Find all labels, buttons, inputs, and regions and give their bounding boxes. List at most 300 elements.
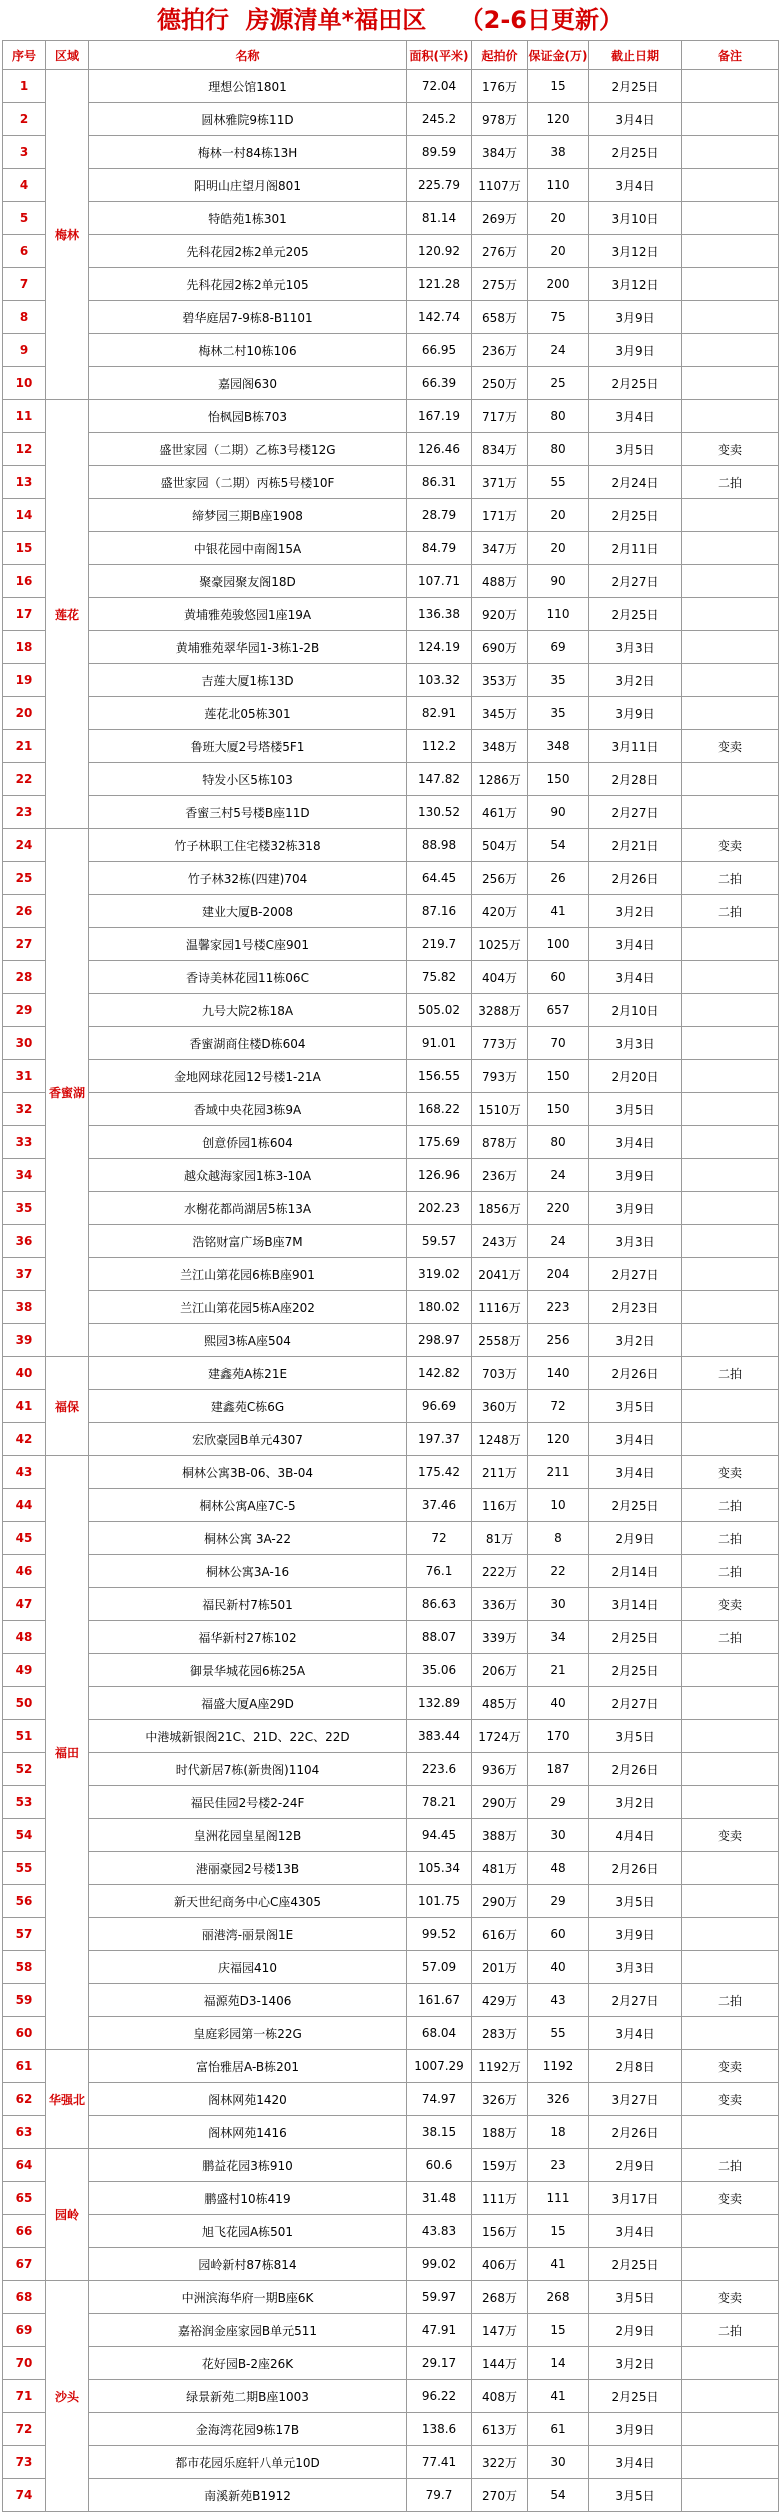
deadline-date: 2月25日 (589, 499, 682, 532)
deposit-value: 256 (528, 1324, 589, 1357)
starting-price: 206万 (472, 1654, 528, 1687)
listing-table (2, 40, 779, 2512)
starting-price: 1107万 (472, 169, 528, 202)
property-name: 金海湾花园9栋17B (89, 2413, 407, 2446)
area-value: 105.34 (407, 1852, 472, 1885)
deposit-value: 54 (528, 2479, 589, 2512)
table-row (3, 1786, 779, 1819)
area-value: 88.98 (407, 829, 472, 862)
deposit-value: 41 (528, 2380, 589, 2413)
deposit-value: 15 (528, 2314, 589, 2347)
remark-value: 变卖 (682, 2083, 779, 2116)
area-value: 103.32 (407, 664, 472, 697)
remark-value (682, 235, 779, 268)
property-name: 创意侨园1栋604 (89, 1126, 407, 1159)
starting-price: 81万 (472, 1522, 528, 1555)
starting-price: 1510万 (472, 1093, 528, 1126)
deposit-value: 326 (528, 2083, 589, 2116)
row-index: 61 (3, 2050, 46, 2083)
table-row (3, 103, 779, 136)
property-name: 桐林公寓A座7C-5 (89, 1489, 407, 1522)
starting-price: 1286万 (472, 763, 528, 796)
remark-value (682, 103, 779, 136)
row-index: 26 (3, 895, 46, 928)
property-name: 黄埔雅苑翠华园1-3栋1-2B (89, 631, 407, 664)
area-value: 75.82 (407, 961, 472, 994)
deposit-value: 70 (528, 1027, 589, 1060)
deadline-date: 2月25日 (589, 1489, 682, 1522)
table-row (3, 1819, 779, 1852)
row-index: 39 (3, 1324, 46, 1357)
deadline-date: 3月14日 (589, 1588, 682, 1621)
remark-value (682, 928, 779, 961)
row-index: 58 (3, 1951, 46, 1984)
row-index: 74 (3, 2479, 46, 2512)
remark-value (682, 2248, 779, 2281)
row-index: 31 (3, 1060, 46, 1093)
remark-value (682, 763, 779, 796)
area-value: 38.15 (407, 2116, 472, 2149)
deadline-date: 3月4日 (589, 2215, 682, 2248)
deadline-date: 4月4日 (589, 1819, 682, 1852)
table-row (3, 1753, 779, 1786)
starting-price: 408万 (472, 2380, 528, 2413)
deposit-value: 35 (528, 664, 589, 697)
property-name: 嘉裕润金座家园B单元511 (89, 2314, 407, 2347)
starting-price: 290万 (472, 1786, 528, 1819)
property-name: 福民佳园2号楼2-24F (89, 1786, 407, 1819)
table-row (3, 1621, 779, 1654)
deposit-value: 15 (528, 2215, 589, 2248)
starting-price: 236万 (472, 334, 528, 367)
row-index: 1 (3, 70, 46, 103)
table-row (3, 433, 779, 466)
table-row (3, 2215, 779, 2248)
header-region: 区域 (46, 41, 89, 70)
starting-price: 236万 (472, 1159, 528, 1192)
table-row (3, 1654, 779, 1687)
table-row (3, 1555, 779, 1588)
remark-value (682, 1225, 779, 1258)
table-row (3, 1225, 779, 1258)
remark-value (682, 1885, 779, 1918)
row-index: 19 (3, 664, 46, 697)
row-index: 72 (3, 2413, 46, 2446)
property-name: 嘉园阁630 (89, 367, 407, 400)
deadline-date: 3月5日 (589, 1720, 682, 1753)
remark-value: 二拍 (682, 1555, 779, 1588)
area-value: 156.55 (407, 1060, 472, 1093)
property-name: 丽港湾-丽景阁1E (89, 1918, 407, 1951)
remark-value: 变卖 (682, 1588, 779, 1621)
header-row (3, 41, 779, 70)
row-index: 46 (3, 1555, 46, 1588)
row-index: 14 (3, 499, 46, 532)
table-row (3, 2479, 779, 2512)
area-value: 31.48 (407, 2182, 472, 2215)
starting-price: 159万 (472, 2149, 528, 2182)
property-name: 越众越海家园1栋3-10A (89, 1159, 407, 1192)
remark-value (682, 796, 779, 829)
header-area: 面积(平米) (407, 41, 472, 70)
deadline-date: 3月5日 (589, 1390, 682, 1423)
remark-value: 变卖 (682, 433, 779, 466)
area-value: 88.07 (407, 1621, 472, 1654)
table-row (3, 2347, 779, 2380)
starting-price: 878万 (472, 1126, 528, 1159)
deadline-date: 2月26日 (589, 862, 682, 895)
table-row (3, 136, 779, 169)
table-row (3, 598, 779, 631)
deadline-date: 2月28日 (589, 763, 682, 796)
deadline-date: 3月2日 (589, 2347, 682, 2380)
property-name: 熙园3栋A座504 (89, 1324, 407, 1357)
row-index: 64 (3, 2149, 46, 2182)
area-value: 126.46 (407, 433, 472, 466)
deposit-value: 43 (528, 1984, 589, 2017)
property-name: 绿景新苑二期B座1003 (89, 2380, 407, 2413)
row-index: 7 (3, 268, 46, 301)
deadline-date: 2月9日 (589, 2149, 682, 2182)
table-row (3, 1291, 779, 1324)
starting-price: 222万 (472, 1555, 528, 1588)
deposit-value: 14 (528, 2347, 589, 2380)
row-index: 4 (3, 169, 46, 202)
page-title: 德拍行 房源清单*福田区 （2-6日更新） (156, 6, 624, 34)
deadline-date: 3月12日 (589, 235, 682, 268)
property-name: 中银花园中南阁15A (89, 532, 407, 565)
remark-value (682, 1951, 779, 1984)
area-value: 79.7 (407, 2479, 472, 2512)
area-value: 112.2 (407, 730, 472, 763)
property-name: 福民新村7栋501 (89, 1588, 407, 1621)
table-row (3, 697, 779, 730)
deposit-value: 75 (528, 301, 589, 334)
area-value: 101.75 (407, 1885, 472, 1918)
remark-value (682, 169, 779, 202)
property-name: 阳明山庄望月阁801 (89, 169, 407, 202)
deposit-value: 15 (528, 70, 589, 103)
starting-price: 658万 (472, 301, 528, 334)
remark-value (682, 400, 779, 433)
region-cell: 梅林 (46, 70, 89, 400)
property-name: 水榭花都尚湖居5栋13A (89, 1192, 407, 1225)
deposit-value: 223 (528, 1291, 589, 1324)
row-index: 65 (3, 2182, 46, 2215)
area-value: 107.71 (407, 565, 472, 598)
remark-value (682, 1291, 779, 1324)
deposit-value: 90 (528, 565, 589, 598)
starting-price: 834万 (472, 433, 528, 466)
area-value: 142.82 (407, 1357, 472, 1390)
starting-price: 3288万 (472, 994, 528, 1027)
row-index: 43 (3, 1456, 46, 1489)
table-row (3, 1918, 779, 1951)
row-index: 3 (3, 136, 46, 169)
remark-value (682, 1258, 779, 1291)
property-name: 兰江山第花园6栋B座901 (89, 1258, 407, 1291)
deposit-value: 10 (528, 1489, 589, 1522)
row-index: 20 (3, 697, 46, 730)
starting-price: 275万 (472, 268, 528, 301)
deadline-date: 2月27日 (589, 796, 682, 829)
table-row (3, 994, 779, 1027)
starting-price: 1025万 (472, 928, 528, 961)
row-index: 37 (3, 1258, 46, 1291)
deadline-date: 2月21日 (589, 829, 682, 862)
deadline-date: 3月4日 (589, 2017, 682, 2050)
starting-price: 268万 (472, 2281, 528, 2314)
deposit-value: 150 (528, 1093, 589, 1126)
row-index: 47 (3, 1588, 46, 1621)
row-index: 28 (3, 961, 46, 994)
area-value: 47.91 (407, 2314, 472, 2347)
deadline-date: 2月25日 (589, 1654, 682, 1687)
starting-price: 613万 (472, 2413, 528, 2446)
remark-value (682, 2446, 779, 2479)
deadline-date: 3月27日 (589, 2083, 682, 2116)
area-value: 35.06 (407, 1654, 472, 1687)
property-name: 特发小区5栋103 (89, 763, 407, 796)
deposit-value: 110 (528, 169, 589, 202)
remark-value (682, 334, 779, 367)
area-value: 28.79 (407, 499, 472, 532)
header-deposit: 保证金(万) (528, 41, 589, 70)
property-name: 桐林公寓 3A-22 (89, 1522, 407, 1555)
property-name: 桐林公寓3B-06、3B-04 (89, 1456, 407, 1489)
starting-price: 406万 (472, 2248, 528, 2281)
deadline-date: 2月25日 (589, 2380, 682, 2413)
property-name: 莲花北05栋301 (89, 697, 407, 730)
starting-price: 978万 (472, 103, 528, 136)
deadline-date: 3月5日 (589, 1885, 682, 1918)
row-index: 27 (3, 928, 46, 961)
area-value: 74.97 (407, 2083, 472, 2116)
deposit-value: 20 (528, 235, 589, 268)
deadline-date: 2月23日 (589, 1291, 682, 1324)
area-value: 136.38 (407, 598, 472, 631)
deposit-value: 100 (528, 928, 589, 961)
starting-price: 345万 (472, 697, 528, 730)
starting-price: 283万 (472, 2017, 528, 2050)
area-value: 161.67 (407, 1984, 472, 2017)
deposit-value: 120 (528, 103, 589, 136)
starting-price: 360万 (472, 1390, 528, 1423)
deposit-value: 204 (528, 1258, 589, 1291)
area-value: 99.02 (407, 2248, 472, 2281)
row-index: 35 (3, 1192, 46, 1225)
row-index: 2 (3, 103, 46, 136)
row-index: 32 (3, 1093, 46, 1126)
table-row (3, 1720, 779, 1753)
remark-value: 二拍 (682, 1489, 779, 1522)
deadline-date: 3月4日 (589, 1423, 682, 1456)
property-name: 盛世家园（二期）丙栋5号楼10F (89, 466, 407, 499)
table-row (3, 1258, 779, 1291)
table-row (3, 631, 779, 664)
deadline-date: 3月4日 (589, 169, 682, 202)
property-name: 特皓苑1栋301 (89, 202, 407, 235)
deposit-value: 657 (528, 994, 589, 1027)
table-row (3, 2314, 779, 2347)
area-value: 66.95 (407, 334, 472, 367)
deposit-value: 8 (528, 1522, 589, 1555)
row-index: 73 (3, 2446, 46, 2479)
table-row (3, 367, 779, 400)
starting-price: 703万 (472, 1357, 528, 1390)
deadline-date: 3月9日 (589, 1159, 682, 1192)
property-name: 兰江山第花园5栋A座202 (89, 1291, 407, 1324)
area-value: 59.57 (407, 1225, 472, 1258)
row-index: 5 (3, 202, 46, 235)
table-row (3, 2446, 779, 2479)
starting-price: 171万 (472, 499, 528, 532)
property-name: 福盛大厦A座29D (89, 1687, 407, 1720)
table-row (3, 466, 779, 499)
area-value: 319.02 (407, 1258, 472, 1291)
row-index: 71 (3, 2380, 46, 2413)
table-row (3, 2083, 779, 2116)
starting-price: 250万 (472, 367, 528, 400)
table-row (3, 1390, 779, 1423)
row-index: 36 (3, 1225, 46, 1258)
deadline-date: 2月25日 (589, 136, 682, 169)
starting-price: 116万 (472, 1489, 528, 1522)
table-row (3, 1423, 779, 1456)
listing-body (3, 70, 779, 2512)
deadline-date: 3月11日 (589, 730, 682, 763)
area-value: 72 (407, 1522, 472, 1555)
area-value: 76.1 (407, 1555, 472, 1588)
deposit-value: 24 (528, 1159, 589, 1192)
deposit-value: 211 (528, 1456, 589, 1489)
property-name: 鹏盛村10栋419 (89, 2182, 407, 2215)
property-name: 中港城新银阁21C、21D、22C、22D (89, 1720, 407, 1753)
property-name: 时代新居7栋(新贵阁)1104 (89, 1753, 407, 1786)
deadline-date: 3月9日 (589, 301, 682, 334)
table-row (3, 1984, 779, 2017)
deadline-date: 2月11日 (589, 532, 682, 565)
row-index: 70 (3, 2347, 46, 2380)
deposit-value: 25 (528, 367, 589, 400)
property-name: 聚豪园聚友阁18D (89, 565, 407, 598)
starting-price: 156万 (472, 2215, 528, 2248)
table-row (3, 730, 779, 763)
area-value: 383.44 (407, 1720, 472, 1753)
deadline-date: 2月10日 (589, 994, 682, 1027)
area-value: 120.92 (407, 235, 472, 268)
property-name: 御景华城花园6栋25A (89, 1654, 407, 1687)
table-row (3, 1522, 779, 1555)
remark-value (682, 2347, 779, 2380)
row-index: 68 (3, 2281, 46, 2314)
table-row (3, 928, 779, 961)
starting-price: 690万 (472, 631, 528, 664)
property-name: 吉莲大厦1栋13D (89, 664, 407, 697)
remark-value (682, 994, 779, 1027)
starting-price: 339万 (472, 1621, 528, 1654)
row-index: 33 (3, 1126, 46, 1159)
remark-value: 二拍 (682, 1522, 779, 1555)
deadline-date: 2月27日 (589, 1258, 682, 1291)
property-name: 香蜜三村5号楼B座11D (89, 796, 407, 829)
property-name: 香诗美林花园11栋06C (89, 961, 407, 994)
deposit-value: 20 (528, 499, 589, 532)
table-row (3, 2182, 779, 2215)
remark-value (682, 1753, 779, 1786)
property-name: 阁林网苑1416 (89, 2116, 407, 2149)
deadline-date: 3月9日 (589, 334, 682, 367)
area-value: 126.96 (407, 1159, 472, 1192)
remark-value: 二拍 (682, 2314, 779, 2347)
starting-price: 717万 (472, 400, 528, 433)
remark-value: 变卖 (682, 829, 779, 862)
row-index: 22 (3, 763, 46, 796)
property-name: 浩铭财富广场B座7M (89, 1225, 407, 1258)
property-name: 皇洲花园皇星阁12B (89, 1819, 407, 1852)
deposit-value: 54 (528, 829, 589, 862)
starting-price: 504万 (472, 829, 528, 862)
remark-value: 变卖 (682, 1819, 779, 1852)
row-index: 52 (3, 1753, 46, 1786)
remark-value: 变卖 (682, 730, 779, 763)
row-index: 11 (3, 400, 46, 433)
row-index: 67 (3, 2248, 46, 2281)
remark-value (682, 1324, 779, 1357)
row-index: 42 (3, 1423, 46, 1456)
table-row (3, 2149, 779, 2182)
table-row (3, 1060, 779, 1093)
deadline-date: 2月25日 (589, 2248, 682, 2281)
deposit-value: 1192 (528, 2050, 589, 2083)
starting-price: 429万 (472, 1984, 528, 2017)
area-value: 180.02 (407, 1291, 472, 1324)
remark-value: 二拍 (682, 2149, 779, 2182)
remark-value (682, 1423, 779, 1456)
property-name: 宏欣豪园B单元4307 (89, 1423, 407, 1456)
row-index: 17 (3, 598, 46, 631)
deadline-date: 3月3日 (589, 1027, 682, 1060)
row-index: 15 (3, 532, 46, 565)
deadline-date: 3月2日 (589, 664, 682, 697)
table-row (3, 1126, 779, 1159)
area-value: 175.42 (407, 1456, 472, 1489)
starting-price: 290万 (472, 1885, 528, 1918)
area-value: 121.28 (407, 268, 472, 301)
area-value: 142.74 (407, 301, 472, 334)
deadline-date: 3月2日 (589, 895, 682, 928)
area-value: 99.52 (407, 1918, 472, 1951)
row-index: 54 (3, 1819, 46, 1852)
deadline-date: 2月25日 (589, 70, 682, 103)
row-index: 63 (3, 2116, 46, 2149)
area-value: 43.83 (407, 2215, 472, 2248)
table-row (3, 1885, 779, 1918)
property-name: 圆林雅院9栋11D (89, 103, 407, 136)
starting-price: 322万 (472, 2446, 528, 2479)
region-cell: 园岭 (46, 2149, 89, 2281)
remark-value: 二拍 (682, 1621, 779, 1654)
deposit-value: 23 (528, 2149, 589, 2182)
starting-price: 256万 (472, 862, 528, 895)
deadline-date: 3月4日 (589, 103, 682, 136)
starting-price: 243万 (472, 1225, 528, 1258)
table-row (3, 499, 779, 532)
row-index: 41 (3, 1390, 46, 1423)
area-value: 87.16 (407, 895, 472, 928)
table-row (3, 169, 779, 202)
remark-value (682, 499, 779, 532)
